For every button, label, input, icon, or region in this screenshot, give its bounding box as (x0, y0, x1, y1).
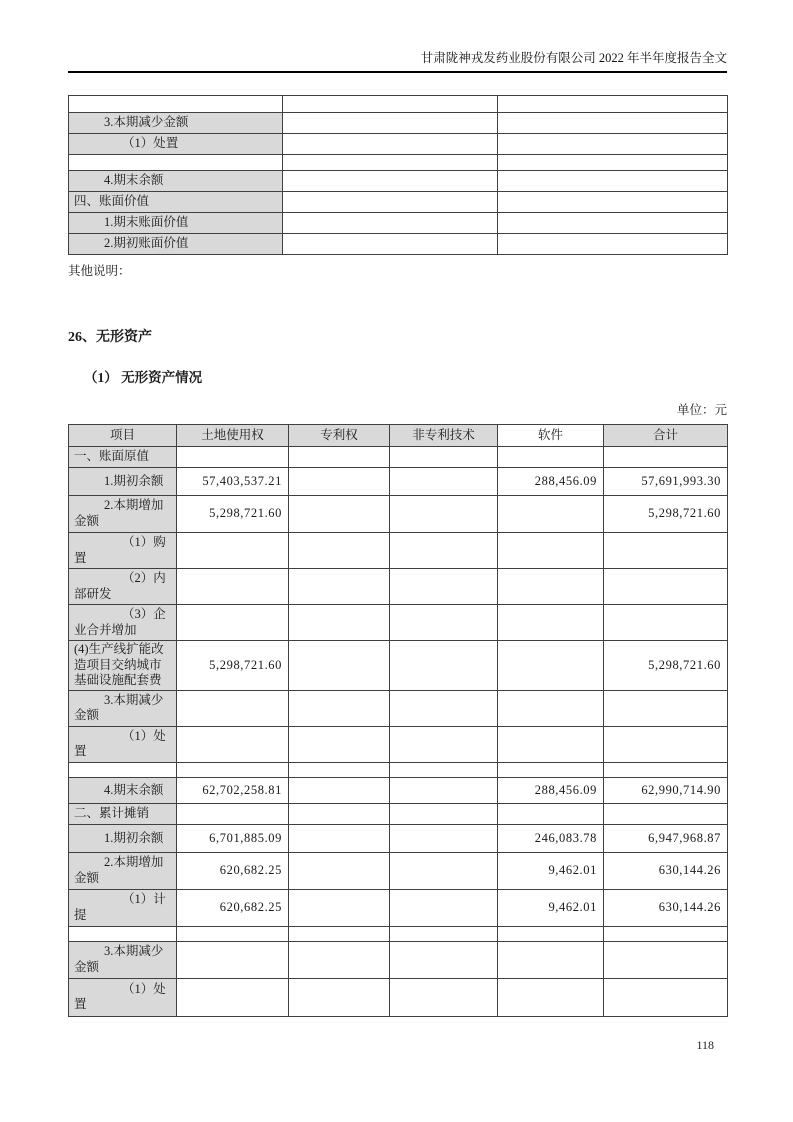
value-cell (604, 447, 728, 468)
value-cell (289, 468, 390, 496)
value-cell: 6,947,968.87 (604, 824, 728, 852)
value-cell (498, 803, 604, 824)
value-cell (289, 762, 390, 777)
value-cell: 62,990,714.90 (604, 777, 728, 803)
item-label-cell: （2）内部研发 (69, 569, 177, 605)
value-cell (283, 192, 498, 213)
value-cell (289, 852, 390, 889)
value-cell (498, 569, 604, 605)
value-cell (390, 762, 498, 777)
item-label-cell: 四、账面价值 (69, 192, 283, 213)
value-cell (604, 690, 728, 726)
value-cell (289, 533, 390, 569)
value-cell: 288,456.09 (498, 468, 604, 496)
item-label-cell (69, 155, 283, 171)
value-cell (390, 533, 498, 569)
document-header-title: 甘肃陇神戎发药业股份有限公司 2022 年半年度报告全文 (420, 51, 727, 65)
intangible-assets-table-body (69, 447, 728, 1017)
value-cell (177, 533, 289, 569)
page-content (68, 0, 727, 1017)
carryover-table (68, 95, 728, 255)
value-cell (390, 690, 498, 726)
value-cell (177, 726, 289, 762)
value-cell (390, 941, 498, 978)
value-cell (289, 941, 390, 978)
page-number: 118 (696, 1038, 714, 1052)
value-cell (498, 134, 728, 155)
value-cell (289, 690, 390, 726)
value-cell: 9,462.01 (498, 852, 604, 889)
value-cell (390, 777, 498, 803)
table-row (69, 447, 728, 468)
value-cell (604, 605, 728, 641)
value-cell: 5,298,721.60 (177, 496, 289, 533)
item-label-cell: 2.期初账面价值 (69, 234, 283, 255)
value-cell (390, 496, 498, 533)
value-cell (498, 192, 728, 213)
value-cell (390, 726, 498, 762)
table-row (69, 726, 728, 762)
value-cell: 57,403,537.21 (177, 468, 289, 496)
item-label-cell: 1.期初余额 (69, 824, 177, 852)
item-label-cell: 2.本期增加金额 (69, 496, 177, 533)
value-cell: 5,298,721.60 (604, 641, 728, 691)
value-cell: 57,691,993.30 (604, 468, 728, 496)
item-label-cell: 2.本期增加金额 (69, 852, 177, 889)
value-cell (177, 941, 289, 978)
item-label-cell: （1）处置 (69, 978, 177, 1016)
value-cell (177, 926, 289, 941)
column-header: 土地使用权 (177, 425, 289, 447)
item-label-cell: 3.本期减少金额 (69, 690, 177, 726)
table-row (69, 96, 728, 113)
table-row (69, 496, 728, 533)
value-cell: 620,682.25 (177, 889, 289, 926)
item-label-cell: （1）处置 (69, 726, 177, 762)
table-row (69, 926, 728, 941)
table-row (69, 641, 728, 691)
column-header: 合计 (604, 425, 728, 447)
table-row (69, 468, 728, 496)
section-subtitle: （1） 无形资产情况 (84, 370, 203, 385)
item-label-cell: （1）处置 (69, 134, 283, 155)
value-cell (604, 926, 728, 941)
value-cell (604, 803, 728, 824)
value-cell: 630,144.26 (604, 889, 728, 926)
value-cell (289, 447, 390, 468)
column-header: 专利权 (289, 425, 390, 447)
table-row (69, 192, 728, 213)
value-cell (390, 605, 498, 641)
table-row (69, 852, 728, 889)
value-cell (177, 569, 289, 605)
value-cell (177, 447, 289, 468)
value-cell (390, 447, 498, 468)
table-row (69, 889, 728, 926)
item-label-cell (69, 762, 177, 777)
item-label-cell: （3）企业合并增加 (69, 605, 177, 641)
value-cell: 5,298,721.60 (177, 641, 289, 691)
value-cell (390, 803, 498, 824)
item-label-cell: 4.期末余额 (69, 777, 177, 803)
value-cell (604, 726, 728, 762)
value-cell (289, 803, 390, 824)
table-row (69, 941, 728, 978)
value-cell: 5,298,721.60 (604, 496, 728, 533)
item-label-cell: 二、累计摊销 (69, 803, 177, 824)
item-label-cell (69, 926, 177, 941)
value-cell (283, 213, 498, 234)
value-cell (390, 852, 498, 889)
table-row (69, 690, 728, 726)
item-label-cell (69, 96, 283, 113)
value-cell (289, 889, 390, 926)
table-row (69, 155, 728, 171)
value-cell: 620,682.25 (177, 852, 289, 889)
value-cell (498, 155, 728, 171)
item-label-cell: 1.期初余额 (69, 468, 177, 496)
value-cell (289, 726, 390, 762)
value-cell (498, 96, 728, 113)
value-cell (498, 447, 604, 468)
value-cell (498, 234, 728, 255)
header-divider (68, 71, 727, 73)
table-row (69, 605, 728, 641)
value-cell (289, 569, 390, 605)
unit-label: 单位：元 (676, 403, 727, 417)
table-row (69, 533, 728, 569)
value-cell (177, 605, 289, 641)
value-cell (289, 641, 390, 691)
table-row (69, 234, 728, 255)
value-cell (289, 496, 390, 533)
value-cell (283, 155, 498, 171)
item-label-cell: （1）购置 (69, 533, 177, 569)
value-cell (177, 690, 289, 726)
item-label-cell: 1.期末账面价值 (69, 213, 283, 234)
value-cell (604, 978, 728, 1016)
value-cell (498, 690, 604, 726)
table-row (69, 777, 728, 803)
value-cell (604, 569, 728, 605)
value-cell (177, 978, 289, 1016)
item-label-cell: （1）计提 (69, 889, 177, 926)
value-cell (177, 762, 289, 777)
value-cell (283, 234, 498, 255)
value-cell (390, 978, 498, 1016)
table-row (69, 978, 728, 1016)
value-cell: 62,702,258.81 (177, 777, 289, 803)
value-cell (498, 113, 728, 134)
value-cell (498, 941, 604, 978)
value-cell (498, 726, 604, 762)
value-cell (498, 496, 604, 533)
value-cell (283, 171, 498, 192)
value-cell (498, 605, 604, 641)
value-cell (390, 468, 498, 496)
table-header-row (69, 425, 728, 447)
carryover-table-body (69, 96, 728, 255)
table-row (69, 762, 728, 777)
value-cell (498, 762, 604, 777)
intangible-assets-table (68, 424, 728, 1017)
column-header: 非专利技术 (390, 425, 498, 447)
value-cell (390, 824, 498, 852)
value-cell (283, 113, 498, 134)
value-cell (283, 96, 498, 113)
value-cell (498, 978, 604, 1016)
value-cell (289, 978, 390, 1016)
value-cell: 630,144.26 (604, 852, 728, 889)
value-cell (498, 926, 604, 941)
value-cell: 6,701,885.09 (177, 824, 289, 852)
other-note-label: 其他说明： (68, 264, 131, 278)
table-row (69, 213, 728, 234)
value-cell (498, 213, 728, 234)
table-row (69, 803, 728, 824)
value-cell (390, 889, 498, 926)
item-label-cell: 一、账面原值 (69, 447, 177, 468)
value-cell (604, 533, 728, 569)
value-cell: 288,456.09 (498, 777, 604, 803)
value-cell (289, 605, 390, 641)
value-cell (498, 171, 728, 192)
table-row (69, 113, 728, 134)
item-label-cell: 3.本期减少金额 (69, 113, 283, 134)
section-title: 26、无形资产 (68, 330, 152, 345)
table-row (69, 824, 728, 852)
item-label-cell: (4)生产线扩能改造项目交纳城市基础设施配套费 (69, 641, 177, 691)
value-cell (390, 641, 498, 691)
value-cell: 9,462.01 (498, 889, 604, 926)
value-cell (604, 941, 728, 978)
value-cell (498, 533, 604, 569)
value-cell (390, 569, 498, 605)
item-label-cell: 3.本期减少金额 (69, 941, 177, 978)
value-cell (390, 926, 498, 941)
value-cell (177, 803, 289, 824)
value-cell (604, 762, 728, 777)
value-cell (283, 134, 498, 155)
table-row (69, 569, 728, 605)
table-row (69, 134, 728, 155)
item-label-cell: 4.期末余额 (69, 171, 283, 192)
value-cell: 246,083.78 (498, 824, 604, 852)
value-cell (289, 777, 390, 803)
value-cell (289, 926, 390, 941)
value-cell (289, 824, 390, 852)
column-header: 项目 (69, 425, 177, 447)
table-row (69, 171, 728, 192)
value-cell (498, 641, 604, 691)
column-header: 软件 (498, 425, 604, 447)
